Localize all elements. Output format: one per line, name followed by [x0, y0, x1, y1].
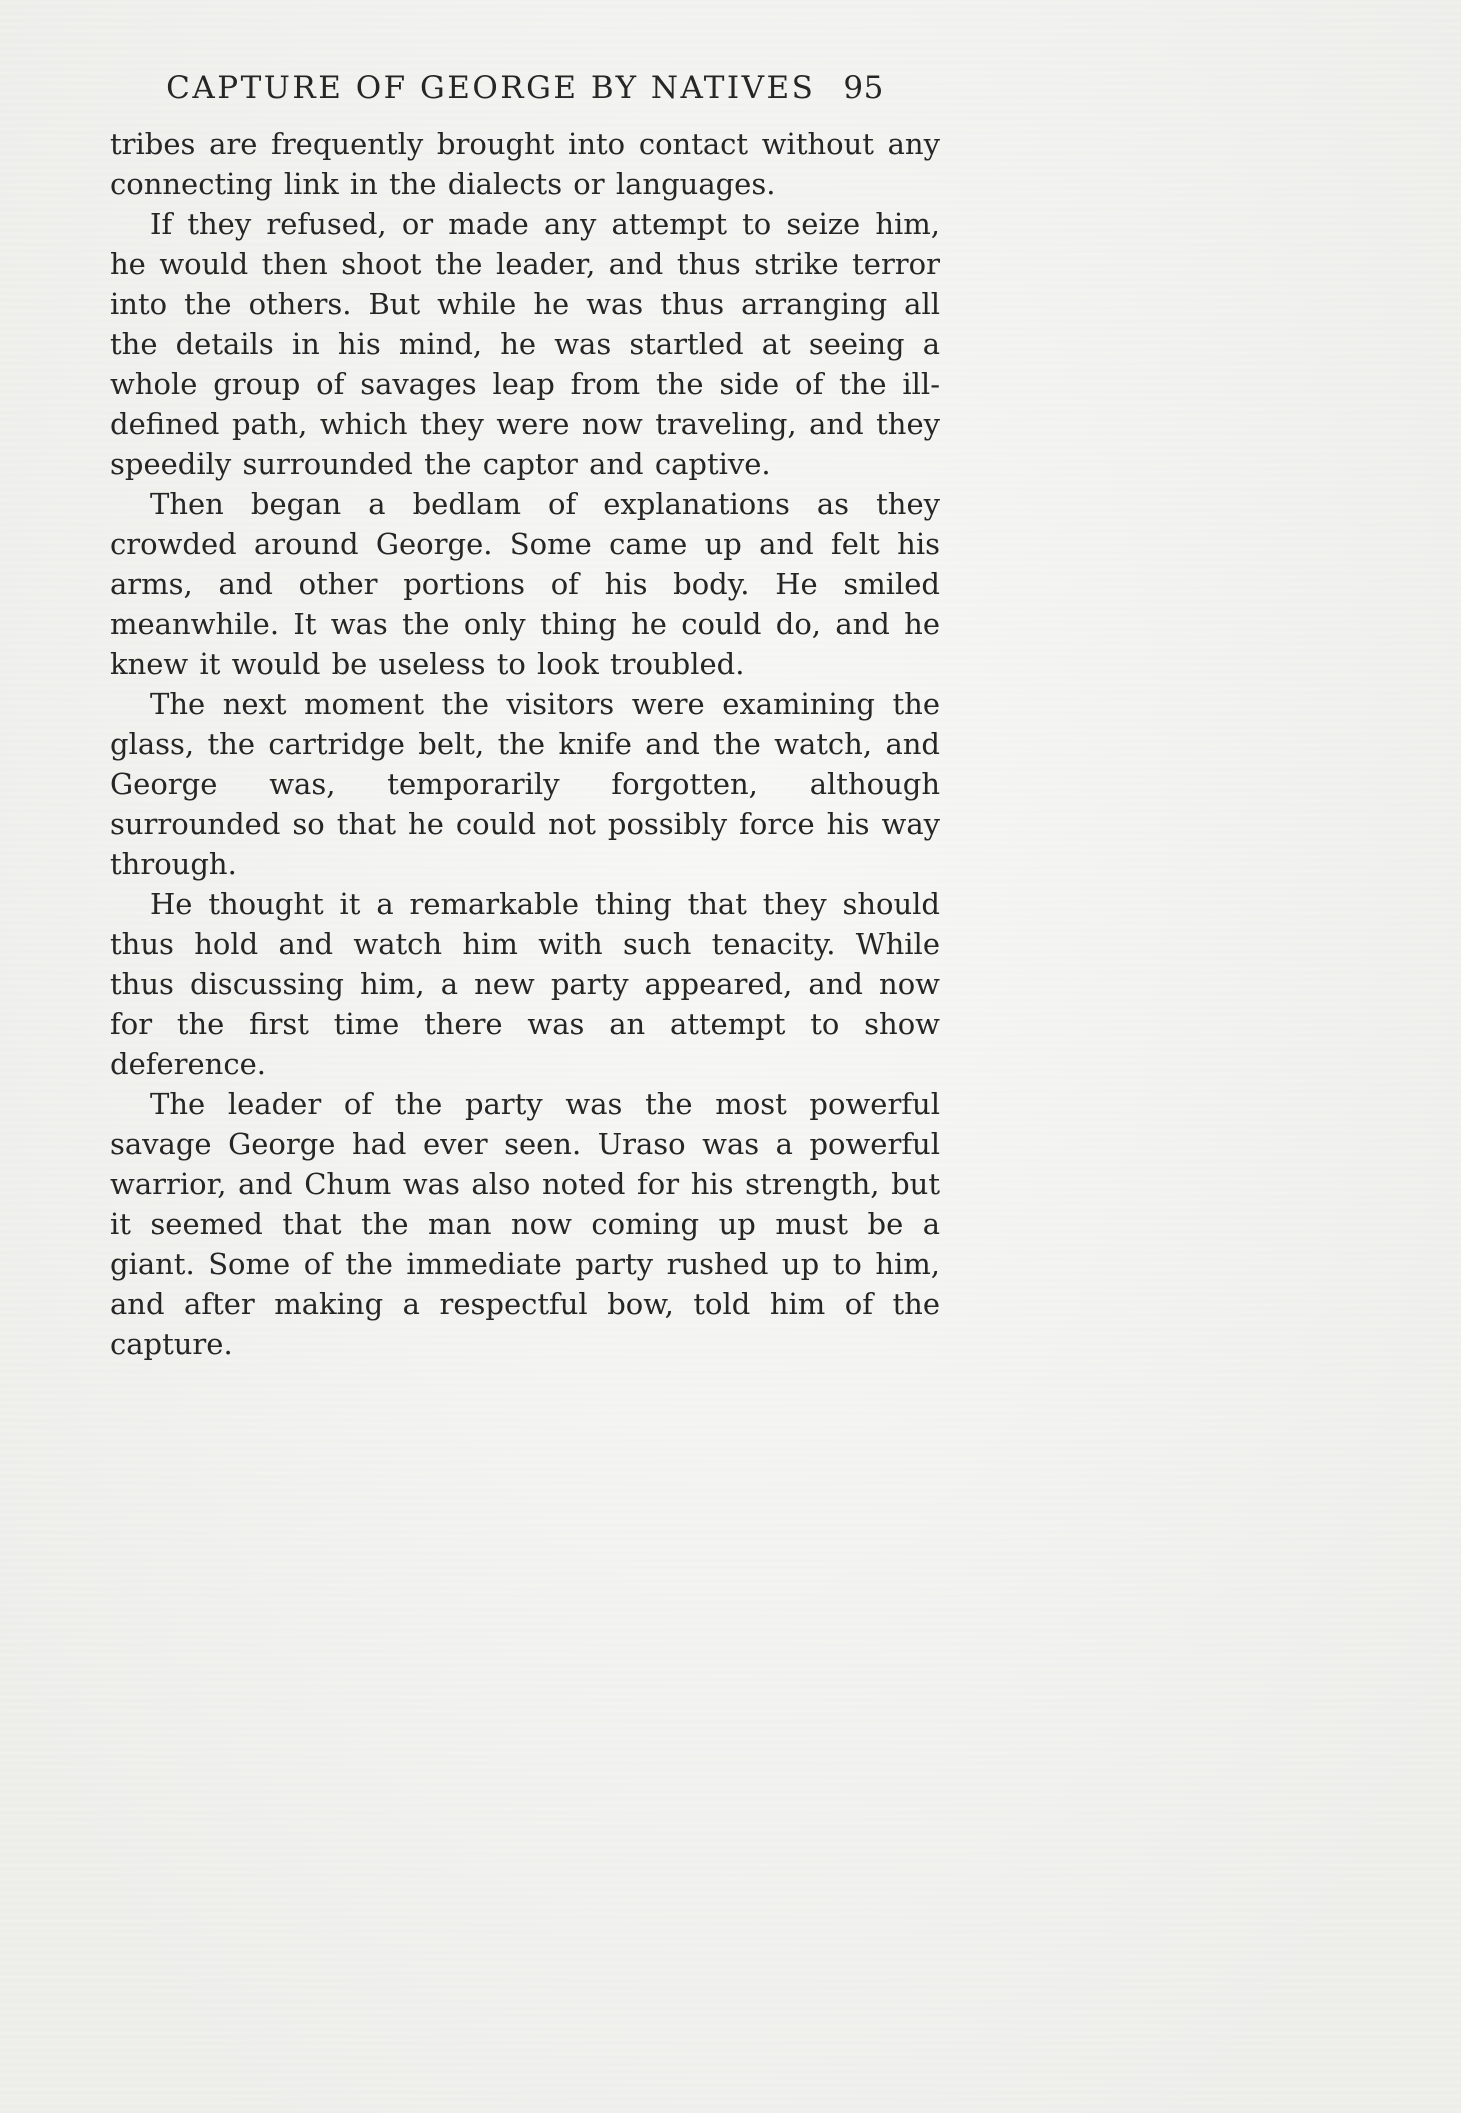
text-block	[110, 70, 940, 1364]
paragraph: The leader of the party was the most powerful savage George had ever seen. Uraso was a powerful warrior, and Chum was also noted for his strength, but it seemed that the man now coming up must be a giant. Some of the immediate party rushed up to him, and after making a respectful bow, told him of the capture.	[110, 1087, 940, 1361]
paragraph: If they refused, or made any attempt to seize him, he would then shoot the leader, and thus strike terror into the others. But while he was thus arranging all the details in his mind, he was startled at seeing a whole group of savages leap from the side of the ill-defined path, which they were now traveling, and they speedily surrounded the captor and captive.	[110, 207, 940, 481]
body-text	[110, 124, 940, 1364]
paragraph: Then began a bedlam of explanations as they crowded around George. Some came up and felt his arms, and other portions of his body. He smiled meanwhile. It was the only thing he could do, and he knew it would be useless to look troubled.	[110, 487, 940, 681]
page-number: 95	[843, 70, 884, 106]
paragraph: tribes are frequently brought into contact without any connecting link in the dialects or languages.	[110, 127, 940, 201]
page-header	[110, 70, 940, 106]
paragraph: The next moment the visitors were examining the glass, the cartridge belt, the knife and the watch, and George was, temporarily forgotten, although surrounded so that he could not possibly force his way through.	[110, 687, 940, 881]
running-title: CAPTURE OF GEORGE BY NATIVES	[166, 70, 816, 106]
paragraph: He thought it a remarkable thing that they should thus hold and watch him with such tenacity. While thus discussing him, a new party appeared, and now for the first time there was an attempt to show deference.	[110, 887, 940, 1081]
